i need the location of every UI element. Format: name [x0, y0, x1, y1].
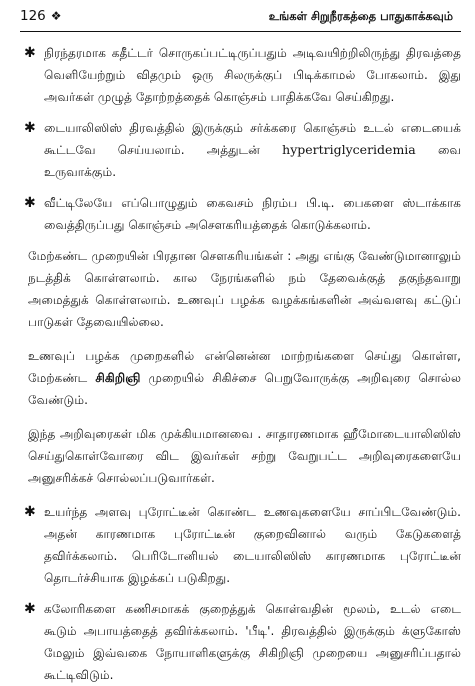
page-number: 126	[20, 8, 46, 24]
bullet-text: கலோரிகளை கணிசமாகக் குறைத்துக் கொள்வதின் மூலம், உடல் எடை கூடும் அபாயத்தைத் தவிர்க்கலாம். 'பீடி'. திரவத்தில் இருக்கும் க்ளுகோஸ் மேலும் இவ்வகை நோயாளிகளுக்கு சிகிறிஞி முறையை அனுசரிப்பதால் கூட்டிவிடும்.	[44, 602, 461, 682]
paragraph-part: உணவுப் பழக்க முறைகளில் என்னென்ன மாற்றங்களை செய்து கொள்ள, மேற்கண்ட	[28, 349, 461, 385]
ornament-icon: ❖	[50, 9, 62, 23]
medical-term: hypertriglyceridemia	[282, 142, 416, 157]
page-number-area	[20, 8, 62, 24]
list-item	[20, 42, 461, 108]
star-bullet-icon: ✱	[24, 601, 36, 617]
bullet-text	[44, 117, 461, 183]
list-item	[20, 598, 461, 686]
bold-term: சிகிறிஞி	[95, 371, 141, 385]
paragraph: மேற்கண்ட முறையின் பிரதான சௌகரியங்கள் : அது எங்கு வேண்டுமானாலும் நடத்திக் கொள்ளலாம். கால நேரங்களில் நம் தேவைக்குத் தகுந்தவாறு அமைத்துக் கொள்ளலாம். உணவுப் பழக்க வழக்கங்களின் அவ்வளவு கட்டுப் பாடுகள் தேவையில்லை.	[28, 249, 461, 329]
bullet-text: உயர்ந்த அளவு புரோட்டீன் கொண்ட உணவுகளையே சாப்பிடவேண்டும். அதன் காரணமாக புரோட்டீன் குறைவினால் வரும் கேடுகளைத் தவிர்க்கலாம். பெரிடோனியல் டையாலிஸிஸ் காரணமாக புரோட்டீன் தொடர்ச்சியாக இழக்கப் படுகிறது.	[44, 505, 461, 585]
bullet-list-2	[20, 501, 461, 686]
page-header	[20, 8, 461, 32]
page-content	[20, 42, 461, 686]
paragraph	[20, 345, 461, 411]
list-item	[20, 117, 461, 183]
list-item	[20, 501, 461, 589]
paragraph: இந்த அறிவுரைகள் மிக முக்கியமானவை . சாதாரணமாக ஹீமோடையாலிஸிஸ் செய்துகொள்வோரை விட இவர்கள் சற்று வேறுபட்ட அறிவுரைகளையே அனுசரிக்கச் சொல்லப்படுவார்கள்.	[28, 427, 461, 485]
star-bullet-icon: ✱	[24, 45, 36, 61]
running-title: உங்கள் சிறுநீரகத்தை பாதுகாக்கவும்	[268, 9, 453, 23]
paragraph-part: முறையில் சிகிச்சை பெறுவோருக்கு அறிவுரை சொல்ல வேண்டும்.	[28, 371, 461, 407]
bullet-text: நிரந்தரமாக கதீட்டர் சொருகப்பட்டிருப்பதும் அடிவயிற்றிலிருந்து திரவத்தை வெளியேற்றும் விதமும் ஒரு சிலருக்குப் பிடிக்காமல் போகலாம். இது அவர்கள் முழுத் தோற்றத்தைக் கொஞ்சம் பாதிக்கவே செய்கிறது.	[44, 46, 461, 104]
bullet-text-part: டையாலிஸிஸ் திரவத்தில் இருக்கும் சர்க்கரை கொஞ்சம் உடல் எடையைக் கூட்டவே செய்யலாம். அத்துடன்	[44, 121, 461, 157]
star-bullet-icon: ✱	[24, 504, 36, 520]
bullet-text: வீட்டிலேயே எப்பொழுதும் கைவசம் நிரம்ப பி.டி. பைகளை ஸ்டாக்காக வைத்திருப்பது கொஞ்சம் அசௌகரியத்தைக் கொடுக்கலாம்.	[44, 196, 461, 232]
bullet-list-1	[20, 42, 461, 236]
star-bullet-icon: ✱	[24, 195, 36, 211]
bullet-text-part: வை உருவாக்கும்.	[44, 143, 461, 179]
star-bullet-icon: ✱	[24, 120, 36, 136]
list-item	[20, 192, 461, 236]
